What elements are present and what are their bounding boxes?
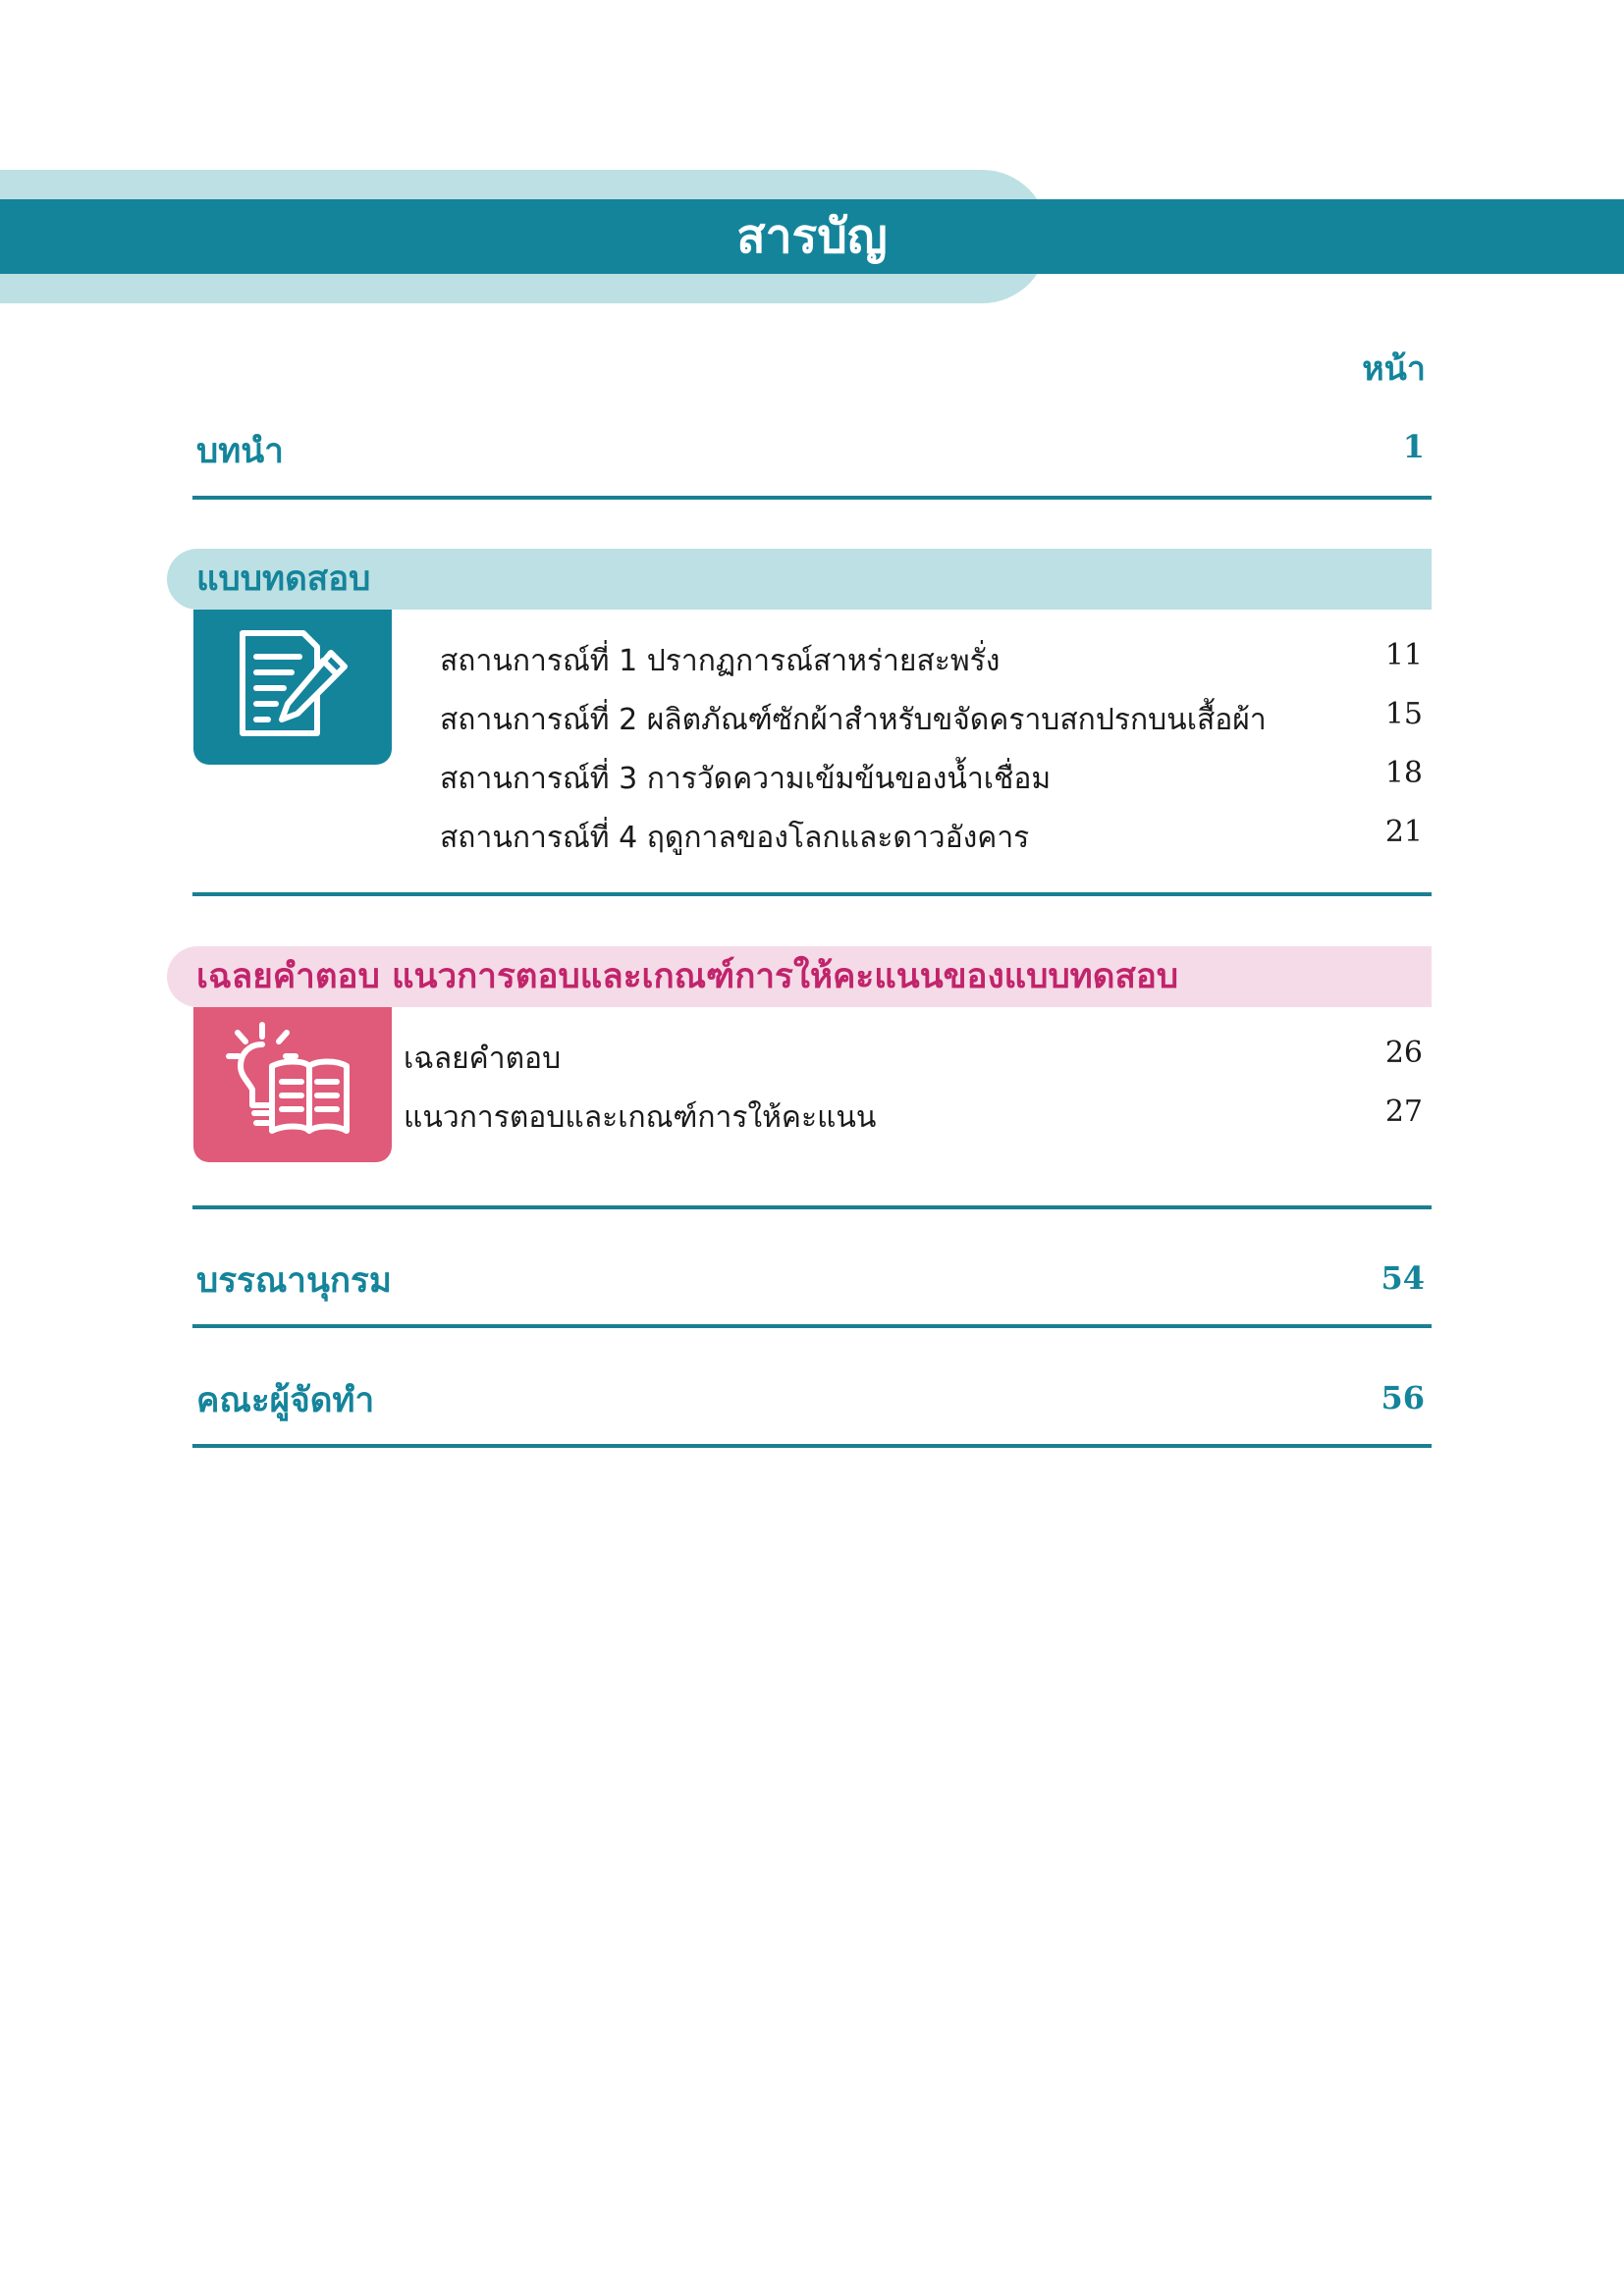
toc-page-intro: 1 [1402,428,1425,465]
toc-item-page: 26 [1384,1036,1423,1070]
page-column-label: หน้า [1362,349,1426,389]
section-title-answers[interactable]: เฉลยคำตอบ แนวการตอบและเกณฑ์การให้คะแนนของแบบทดสอบ [196,957,1179,996]
toc-entry-intro[interactable]: บทนำ [196,432,284,471]
toc-item[interactable]: สถานการณ์ที่ 2 ผลิตภัณฑ์ซักผ้าสำหรับขจัดคราบสกปรกบนเสื้อผ้า [440,703,1267,737]
toc-item-page: 21 [1384,815,1423,849]
divider [192,892,1432,896]
divider [192,1324,1432,1328]
toc-item[interactable]: เฉลยคำตอบ [404,1041,562,1076]
section-title-tests[interactable]: แบบทดสอบ [196,560,371,599]
toc-item[interactable]: สถานการณ์ที่ 4 ฤดูกาลของโลกและดาวอังคาร [440,821,1030,855]
toc-item-page: 18 [1384,756,1423,790]
toc-item-page: 27 [1384,1095,1423,1129]
toc-item[interactable]: สถานการณ์ที่ 1 ปรากฏการณ์สาหร่ายสะพรั่ง [440,644,1001,678]
toc-entry-authors[interactable]: คณะผู้จัดทำ [196,1381,375,1420]
toc-item-page: 11 [1384,638,1423,672]
divider [192,1444,1432,1448]
document-pencil-icon [193,610,392,765]
page-title: สารบัญ [736,209,888,264]
lightbulb-book-icon [193,1007,392,1162]
divider [192,1205,1432,1209]
toc-item-page: 15 [1384,697,1423,731]
toc-page-bibliography: 54 [1380,1259,1425,1297]
toc-item[interactable]: สถานการณ์ที่ 3 การวัดความเข้มข้นของน้ำเชื่อม [440,762,1052,796]
toc-item[interactable]: แนวการตอบและเกณฑ์การให้คะแนน [404,1100,877,1135]
toc-page-authors: 56 [1380,1379,1425,1416]
divider [192,496,1432,500]
toc-entry-bibliography[interactable]: บรรณานุกรม [196,1261,392,1301]
